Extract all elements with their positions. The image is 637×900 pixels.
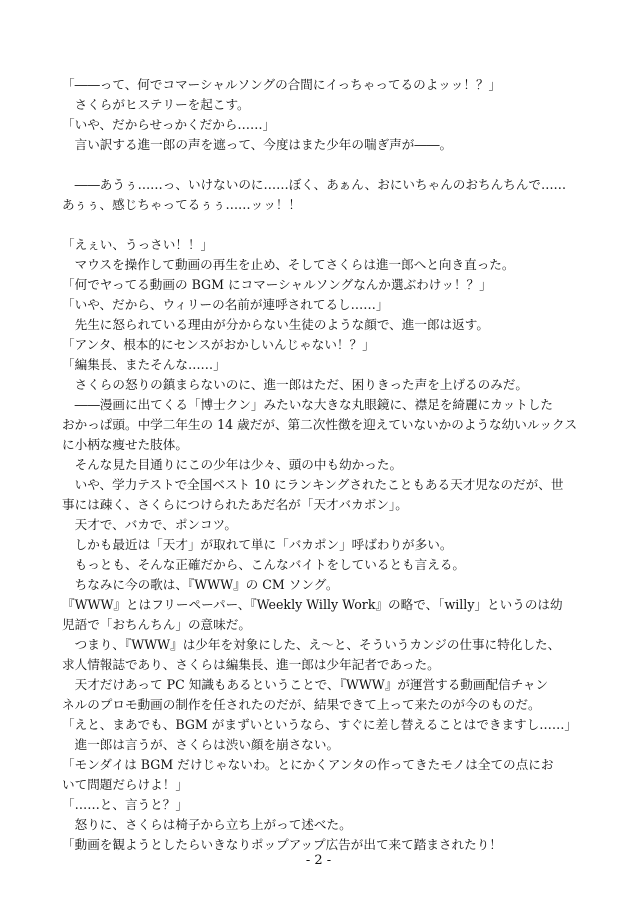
text-line: あぅぅ、感じちゃってるぅぅ……ッッ！！: [62, 197, 302, 212]
text-line: 怒りに、さくらは椅子から立ち上がって述べた。: [62, 817, 352, 832]
text-line: 先生に怒られている理由が分からない生徒のような顔で、進一郎は返す。: [62, 317, 489, 332]
text-line: さくらがヒステリーを起こす。: [62, 97, 250, 112]
text-line: いや、学力テストで全国ベスト 10 にランキングされたこともある天才児なのだが、世: [62, 477, 564, 492]
text-line: 求人情報誌であり、さくらは編集長、進一郎は少年記者であった。: [62, 657, 440, 672]
blank-line: [62, 155, 582, 175]
text-line: しかも最近は「天才」が取れて単に「バカポン」呼ばわりが多い。: [62, 537, 453, 552]
text-line: 天才で、バカで、ポンコツ。: [62, 517, 237, 532]
text-line: 「……と、言うと？」: [62, 797, 188, 812]
text-line: に小柄な痩せた肢体。: [62, 437, 188, 452]
text-line: ――漫画に出てくる「博士クン」みたいな大きな丸眼鏡に、襟足を綺麗にカットした: [62, 397, 554, 412]
text-line: ちなみに今の歌は、『WWW』の CM ソング。: [62, 577, 339, 592]
text-line: 言い訳する進一郎の声を遮って、今度はまた少年の喘ぎ声が――。: [62, 137, 453, 152]
text-line: 「――って、何でコマーシャルソングの合間にイっちゃってるのよッッ！？」: [62, 77, 502, 92]
text-line: 「えと、まあでも、BGM がまずいというなら、すぐに差し替えることはできますし……」: [62, 717, 578, 732]
text-line: 『WWW』とはフリーペーパー、『Weekly Willy Work』の略で、「willy」というのは幼: [62, 597, 563, 612]
text-line: マウスを操作して動画の再生を止め、そしてさくらは進一郎へと向き直った。: [62, 257, 515, 272]
text-line: さくらの怒りの鎮まらないのに、進一郎はただ、困りきった声を上げるのみだ。: [62, 377, 528, 392]
text-line: 「編集長、またそんな……」: [62, 357, 226, 372]
text-line: いて問題だらけよ！」: [62, 777, 188, 792]
page-number: - 2 -: [305, 853, 332, 868]
body-text: [62, 75, 582, 855]
text-line: 児語で「おちんちん」の意味だ。: [62, 617, 251, 632]
blank-line: [62, 215, 582, 235]
text-line: 事には疎く、さくらにつけられたあだ名が「天才バカボン」。: [62, 497, 408, 512]
text-line: 「いや、だから、ウィリーの名前が連呼されてるし……」: [62, 297, 389, 312]
text-line: つまり、『WWW』は少年を対象にした、え～と、そういうカンジの仕事に特化した、: [62, 637, 561, 652]
text-line: 「えぇい、うっさい！！」: [62, 237, 214, 252]
text-line: 「何でヤってる動画の BGM にコマーシャルソングなんか選ぶわけッ！？」: [62, 277, 492, 292]
text-line: 進一郎は言うが、さくらは渋い顔を崩さない。: [62, 737, 340, 752]
text-line: 「モンダイは BGM だけじゃないわ。とにかくアンタの作ってきたモノは全ての点にお: [62, 757, 554, 772]
text-line: ネルのプロモ動画の制作を任されたのだが、結果できて上って来たのが今のものだ。: [62, 697, 541, 712]
text-line: 「いや、だからせっかくだから……」: [62, 117, 276, 132]
text-line: ――あうぅ……っ、いけないのに……ぼく、あぁん、おにいちゃんのおちんちんで……: [62, 177, 567, 192]
text-line: 天才だけあって PC 知識もあるということで、『WWW』が運営する動画配信チャン: [62, 677, 549, 692]
text-line: そんな見た目通りにこの少年は少々、頭の中も幼かった。: [62, 457, 403, 472]
text-line: もっとも、そんな正確だから、こんなバイトをしているとも言える。: [62, 557, 465, 572]
text-line: 「動画を観ようとしたらいきなりポップアップ広告が出て来て踏まされたり！: [62, 837, 502, 852]
text-line: 「アンタ、根本的にセンスがおかしいんじゃない！？」: [62, 337, 375, 352]
text-line: おかっぱ頭。中学二年生の 14 歳だが、第二次性徴を迎えていないかのような幼いルックス: [62, 417, 578, 432]
